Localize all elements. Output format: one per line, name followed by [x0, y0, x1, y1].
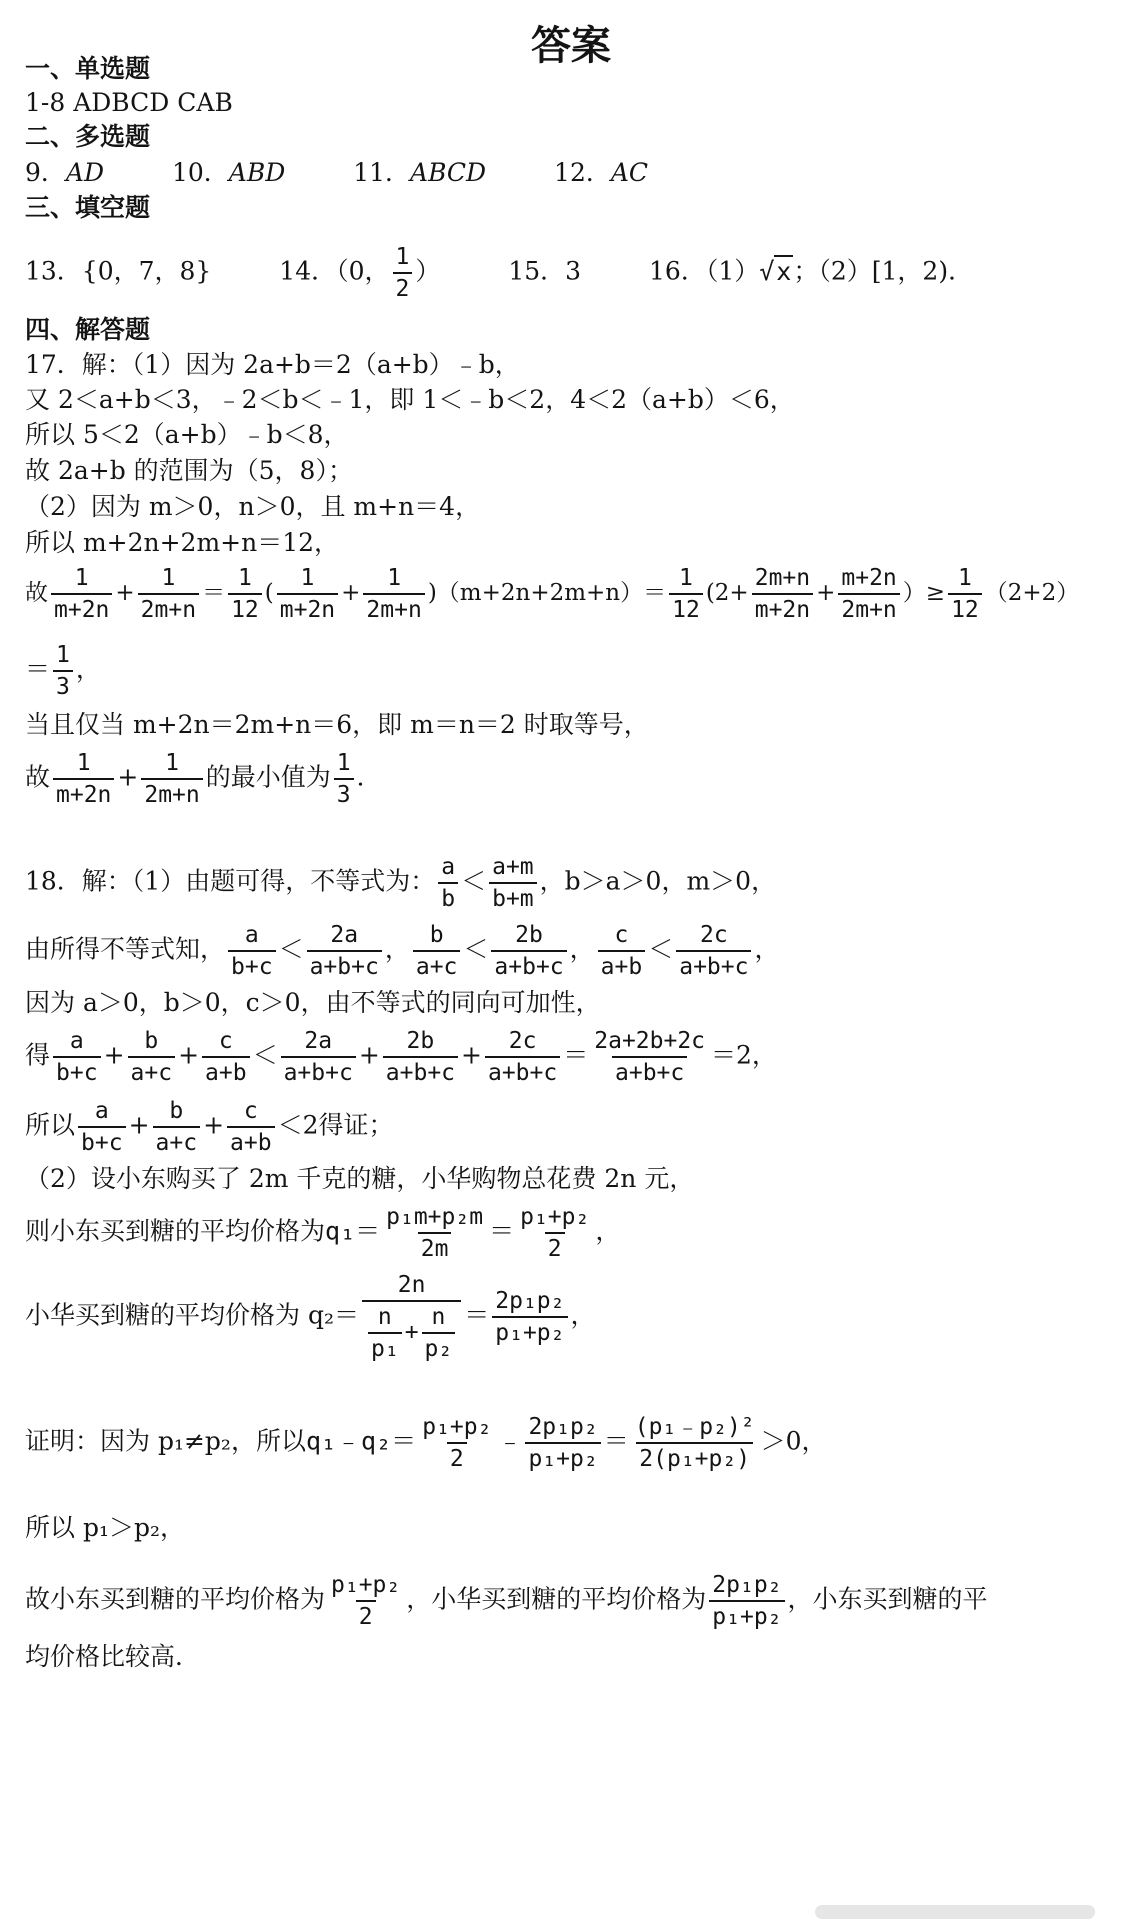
q9-answer: AD [65, 158, 105, 187]
fraction: $\frac{2c}{a+b+c}$ [485, 1026, 560, 1088]
q16-post: ；（2）[1，2)． [793, 256, 974, 286]
q14-pre: 14．（0， [279, 256, 390, 286]
fill-blank-answers: 13．{0，7，8} 14．（0， $\frac{1}{2}$ ） 15．3 16．（1）√x；（2）[1，2)． [25, 244, 974, 302]
fraction: $\frac{2b}{a+b+c}$ [491, 920, 566, 982]
fraction: $\frac{\text{p₁m+p₂m}}{2m}$ [386, 1204, 484, 1262]
section-multi-choice: 二、多选题 [25, 122, 151, 151]
p17-line6: 所以 m+2n+2m+n＝12， [25, 528, 340, 557]
fraction: $\frac{b}{a+c}$ [153, 1096, 201, 1158]
fraction: $\frac{2b}{a+b+c}$ [383, 1026, 458, 1088]
p17-line1: 17．解：（1）因为 2a+b＝2（a+b）﹣b， [25, 350, 520, 379]
p18-line9: 证明：因为 p₁≠p₂，所以q₁﹣q₂＝ $\frac{\text{p₁+p₂}}{2}$ ﹣ $\frac{\text{2p₁p₂}}{\text{p₁+p₂}}$ ＝ $\frac{\text{(p₁﹣p₂)²}}{\text{2(p₁+p₂)}}$ ＞0， [25, 1414, 827, 1472]
fraction: $\frac{1}{m+2n}$ [51, 563, 112, 625]
p18-line6: （2）设小东购买了 2m 千克的糖，小华购物总花费 2n 元， [25, 1164, 695, 1193]
section-fill-blank: 三、填空题 [25, 193, 151, 222]
p18-line11: 故小东买到糖的平均价格为 $\frac{\text{p₁+p₂}}{2}$ ，小华买到糖的平均价格为 $\frac{\text{2p₁p₂}}{\text{p₁+p₂}}$ ，小东买到糖的平 [25, 1572, 988, 1630]
p18-line1: 18．解：（1）由题可得，不等式为： $\frac{a}{b}$ ＜ $\frac{a+m}{b+m}$ ，b＞a＞0，m＞0， [25, 854, 777, 912]
fraction: $\frac{1}{2m+n}$ [363, 563, 424, 625]
page-indicator-bar [815, 1905, 1095, 1919]
q16-pre: 16．（1） [649, 256, 760, 286]
fraction: $\frac{2a+2b+2c}{a+b+c}$ [594, 1028, 706, 1086]
q14-fraction: $\frac{1}{2}$ [393, 242, 413, 304]
fraction: $\frac{a+m}{b+m}$ [489, 852, 537, 914]
p17-line3: 所以 5＜2（a+b）﹣b＜8， [25, 420, 349, 449]
fraction: $\frac{2c}{a+b+c}$ [676, 920, 751, 982]
q9-label: 9． [25, 158, 66, 187]
p18-line10: 所以 p₁＞p₂， [25, 1513, 185, 1542]
p17-line5: （2）因为 m＞0，n＞0，且 m+n＝4， [25, 492, 481, 521]
sqrt-expression: √x [759, 256, 792, 286]
p18-line5: 所以 $\frac{a}{b+c}$ + $\frac{b}{a+c}$ + $\frac{c}{a+b}$ ＜2得证； [25, 1098, 394, 1156]
fraction: $\frac{1}{m+2n}$ [277, 563, 338, 625]
fraction: $\frac{\text{p₁+p₂}}{2}$ [331, 1572, 401, 1630]
page-title: 答案 [531, 22, 611, 69]
fraction: $\frac{\text{2p₁p₂}}{\text{p₁+p₂}}$ [525, 1412, 600, 1474]
fraction: 2n $\frac{n}{\text{p₁}}$ + $\frac{n}{\text{p₂}}$ [362, 1270, 461, 1364]
p17-line8: ＝ $\frac{1}{3}$ ， [25, 642, 101, 700]
fraction: $\frac{a}{b+c}$ [228, 920, 276, 982]
fraction: $\frac{n}{\text{p₂}}$ [422, 1302, 456, 1364]
fraction: $\frac{2a}{a+b+c}$ [307, 920, 382, 982]
fraction: $\frac{1}{12}$ [228, 563, 262, 625]
fraction: $\frac{1}{2m+n}$ [138, 563, 199, 625]
p17-line10: 故 $\frac{1}{m+2n}$ + $\frac{1}{2m+n}$ 的最小值为 $\frac{1}{3}$ ． [25, 750, 382, 808]
fraction: $\frac{1}{12}$ [669, 563, 703, 625]
p17-line9: 当且仅当 m+2n＝2m+n＝6，即 m＝n＝2 时取等号， [25, 710, 649, 739]
fraction: $\frac{\text{2p₁p₂}}{\text{p₁+p₂}}$ [709, 1570, 784, 1632]
p18-line12: 均价格比较高． [25, 1642, 201, 1671]
fraction: $\frac{m+2n}{2m+n}$ [838, 563, 899, 625]
q10-label: 10． [171, 158, 229, 187]
p17-line7: 故 $\frac{1}{m+2n}$ + $\frac{1}{2m+n}$ ＝ $\frac{1}{12}$ ( $\frac{1}{m+2n}$ + $\frac{1}{2m+n}$ )（m+2n+2m+n）＝ $\frac{1}{12}$ (2+ $\frac{2m+n}{m+2n}$ + $\frac{m+2n}{2m+n}$ ）≥ $\frac{1}{12}$ （2+2） [25, 565, 1080, 623]
fraction: $\frac{2m+n}{m+2n}$ [752, 563, 813, 625]
fraction: $\frac{c}{a+b}$ [227, 1096, 275, 1158]
fraction: $\frac{1}{3}$ [334, 748, 354, 810]
p17-line4: 故 2a+b 的范围为（5，8）； [25, 456, 353, 485]
fraction: $\frac{\text{(p₁﹣p₂)²}}{\text{2(p₁+p₂)}}$ [634, 1414, 755, 1472]
section-single-choice: 一、单选题 [25, 54, 151, 83]
q15-answer: 15．3 [508, 256, 582, 286]
fraction: $\frac{1}{12}$ [948, 563, 982, 625]
fraction: $\frac{a}{b}$ [438, 852, 458, 914]
fraction: $\frac{n}{\text{p₁}}$ [368, 1302, 402, 1364]
fraction: $\frac{c}{a+b}$ [202, 1026, 250, 1088]
fraction: $\frac{a}{b+c}$ [78, 1096, 126, 1158]
q11-answer: ABCD [410, 158, 487, 187]
q10-answer: ABD [228, 158, 286, 187]
fraction: $\frac{1}{m+2n}$ [53, 748, 114, 810]
fraction: $\frac{\text{p₁+p₂}}{2}$ [422, 1414, 492, 1472]
fraction: $\frac{1}{2m+n}$ [141, 748, 202, 810]
p18-line4: 得 $\frac{a}{b+c}$ + $\frac{b}{a+c}$ + $\frac{c}{a+b}$ ＜ $\frac{2a}{a+b+c}$ + $\frac{2b}{a+b+c}$ + $\frac{2c}{a+b+c}$ ＝ $\frac{2a+2b+2c}{a+b+c}$ ＝2， [25, 1028, 777, 1086]
single-choice-answers: 1-8 ADBCD CAB [25, 88, 233, 117]
q12-label: 12． [554, 158, 611, 187]
fraction: $\frac{2a}{a+b+c}$ [281, 1026, 356, 1088]
fraction: $\frac{b}{a+c}$ [128, 1026, 176, 1088]
q11-label: 11． [353, 158, 411, 187]
p18-line3: 因为 a＞0，b＞0，c＞0，由不等式的同向可加性， [25, 988, 601, 1017]
p18-line2: 由所得不等式知， $\frac{a}{b+c}$ ＜ $\frac{2a}{a+b+c}$ ， $\frac{b}{a+c}$ ＜ $\frac{2b}{a+b+c}$ ， $\frac{c}{a+b}$ ＜ $\frac{2c}{a+b+c}$ ， [25, 922, 780, 980]
fraction: $\frac{\text{2p₁p₂}}{\text{p₁+p₂}}$ [492, 1286, 567, 1348]
fraction: $\frac{1}{3}$ [53, 640, 73, 702]
p18-line7: 则小东买到糖的平均价格为q₁＝ $\frac{\text{p₁m+p₂m}}{2m}$ ＝ $\frac{\text{p₁+p₂}}{2}$ ， [25, 1204, 621, 1262]
p18-line8: 小华买到糖的平均价格为 q₂＝ 2n $\frac{n}{\text{p₁}}$ + $\frac{n}{\text{p₂}}$ ＝ $\frac{\text{2p₁p₂}}{\text{p₁+p₂}}$ ， [25, 1272, 596, 1362]
fraction: $\frac{c}{a+b}$ [598, 920, 646, 982]
q12-answer: AC [610, 158, 649, 187]
fraction: $\frac{b}{a+c}$ [413, 920, 461, 982]
fraction: $\frac{\text{p₁+p₂}}{2}$ [520, 1204, 590, 1262]
fraction: $\frac{a}{b+c}$ [53, 1026, 101, 1088]
p17-line2: 又 2＜a+b＜3，﹣2＜b＜﹣1，即 1＜﹣b＜2，4＜2（a+b）＜6， [25, 385, 795, 414]
section-solutions: 四、解答题 [25, 315, 151, 344]
q13-answer: 13．{0，7，8} [25, 256, 212, 286]
multi-choice-answers [25, 156, 648, 190]
